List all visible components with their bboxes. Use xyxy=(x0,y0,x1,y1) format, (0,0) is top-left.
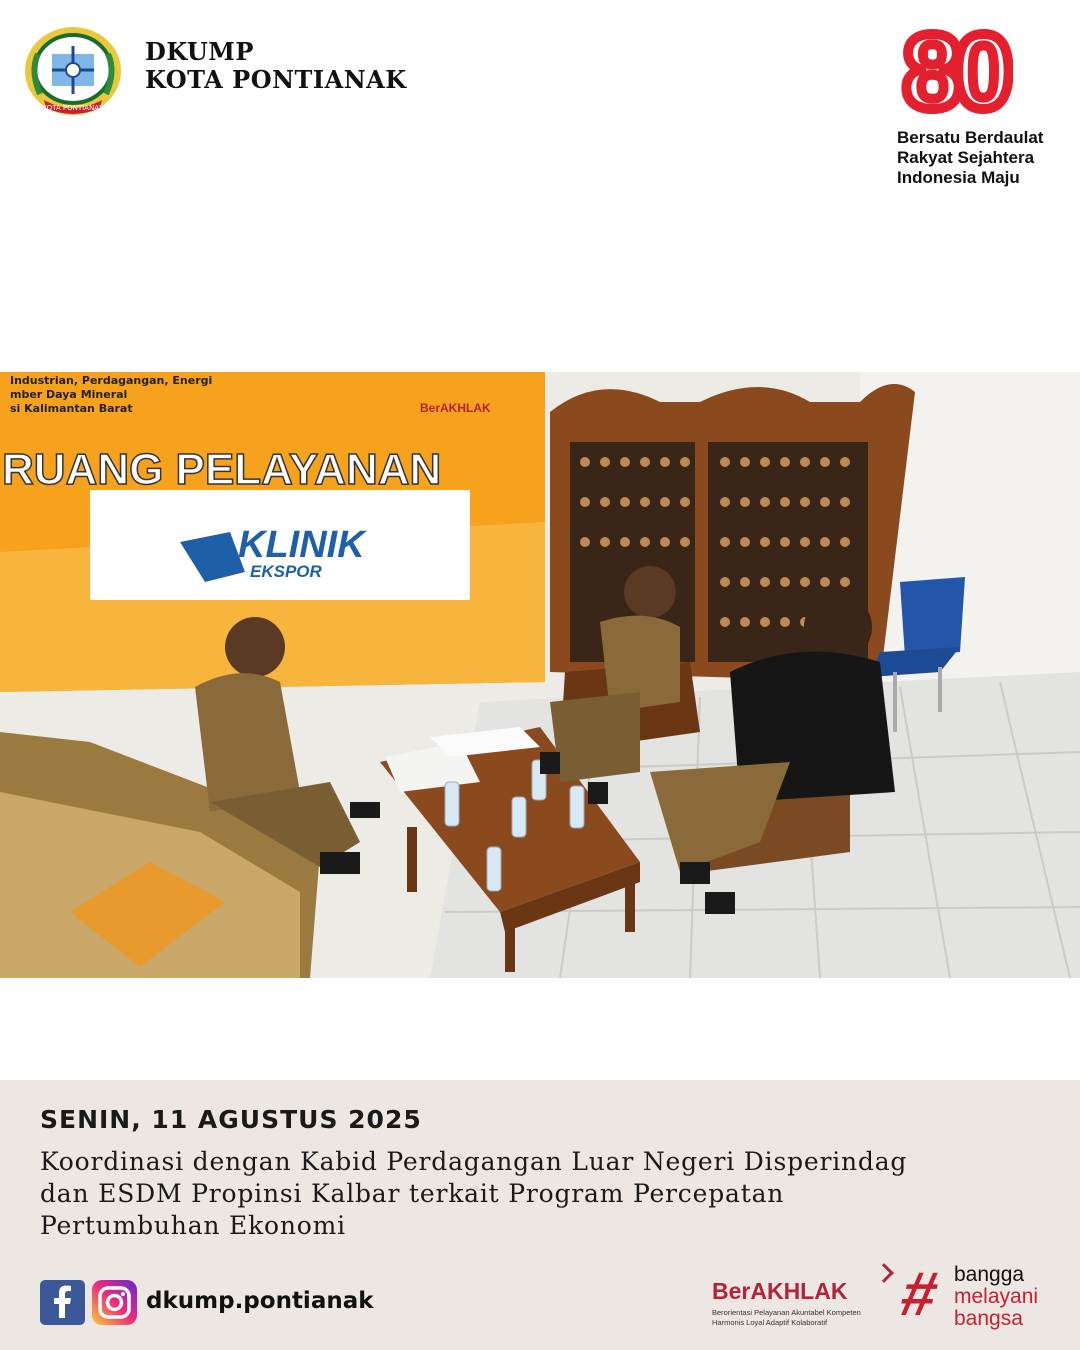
event-photo xyxy=(0,372,1080,978)
berakhlak-title: BerAKHLAK xyxy=(712,1278,848,1304)
indonesia-80-logo xyxy=(895,20,1013,120)
tagline-line-2: Rakyat Sejahtera xyxy=(897,148,1035,167)
emblem-ribbon-text: KOTA PONTIANAK xyxy=(42,104,104,112)
anniversary-tagline xyxy=(897,128,1067,188)
banner-line-3: si Kalimantan Barat xyxy=(10,402,133,415)
facebook-icon[interactable] xyxy=(40,1280,85,1325)
banner-line-1: Industrian, Perdagangan, Energi xyxy=(10,374,213,387)
berakhlak-values-2: Harmonis Loyal Adaptif Kolaboratif xyxy=(712,1318,828,1327)
bangga-word: bangga xyxy=(954,1263,1025,1286)
chevron-right-icon xyxy=(874,1263,894,1283)
description-line-1: Koordinasi dengan Kabid Perdagangan Luar Negeri Disperindag xyxy=(40,1147,908,1176)
organization-name xyxy=(145,38,407,94)
event-date: SENIN, 11 AGUSTUS 2025 xyxy=(40,1105,422,1134)
anniversary-number: 80 xyxy=(903,20,1005,120)
hashtag-icon: # xyxy=(894,1260,944,1329)
event-description xyxy=(40,1146,1040,1242)
kota-pontianak-emblem-icon xyxy=(22,24,124,118)
berakhlak-values-1: Berorientasi Pelayanan Akuntabel Kompeten xyxy=(712,1308,861,1317)
banner-berakhlak: BerAKHLAK xyxy=(420,401,491,415)
instagram-icon[interactable] xyxy=(92,1280,137,1325)
tagline-line-1: Bersatu Berdaulat xyxy=(897,128,1044,147)
description-line-2: dan ESDM Propinsi Kalbar terkait Program Percepatan xyxy=(40,1179,785,1208)
org-line-2: KOTA PONTIANAK xyxy=(145,65,407,94)
melayani-word: melayani xyxy=(954,1285,1039,1308)
org-line-1: DKUMP xyxy=(145,37,254,66)
banner-line-2: mber Daya Mineral xyxy=(10,388,128,401)
description-line-3: Pertumbuhan Ekonomi xyxy=(40,1211,346,1240)
social-handle[interactable]: dkump.pontianak xyxy=(146,1288,374,1314)
tagline-line-3: Indonesia Maju xyxy=(897,168,1020,187)
klinik-word: KLINIK xyxy=(238,524,365,566)
berakhlak-logo xyxy=(712,1264,892,1334)
bangga-melayani-bangsa-logo xyxy=(894,1260,1072,1332)
bangsa-word: bangsa xyxy=(954,1307,1023,1330)
banner-title: RUANG PELAYANAN xyxy=(2,445,442,494)
ekspor-word: EKSPOR xyxy=(250,562,322,581)
